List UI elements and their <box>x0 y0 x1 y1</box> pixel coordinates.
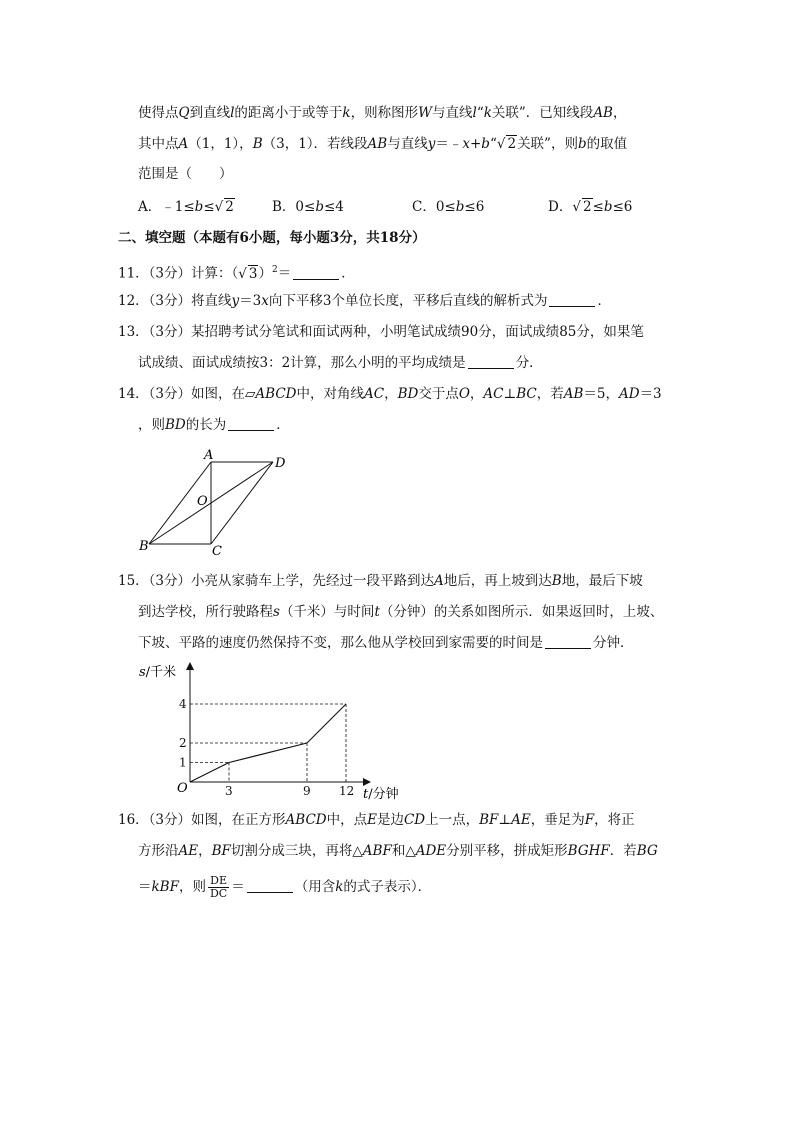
question-15-line-1 <box>118 572 643 590</box>
y-axis-label <box>139 664 176 680</box>
text: 切割分成三块，再将△ <box>230 843 363 859</box>
radicand: 2 <box>582 199 592 215</box>
text: 到直线 <box>189 105 231 121</box>
text: 试成绩、面试成绩按3：2计算，那么小明的平均成绩是 <box>138 355 466 371</box>
var: b <box>481 136 490 152</box>
answer-blank[interactable] <box>545 635 591 649</box>
var: Q <box>178 105 190 121</box>
fraction <box>208 875 229 900</box>
answer-blank[interactable] <box>247 879 293 893</box>
var: AE <box>511 812 531 828</box>
q10-option-d <box>548 198 632 216</box>
text: “ <box>476 105 484 121</box>
text: 的距离小于或等于 <box>234 105 343 121</box>
var: BF <box>211 843 231 859</box>
text: ， <box>384 386 398 402</box>
text: （1，1）， <box>188 136 253 152</box>
var: ABF <box>362 843 392 859</box>
var: l <box>230 105 235 121</box>
text: 关联”．已知线段 <box>491 105 594 121</box>
text: ＝ <box>231 879 245 895</box>
text: 与直线 <box>431 105 473 121</box>
text: 的长为 <box>185 417 227 433</box>
var: AB <box>367 136 388 152</box>
text: ，则 <box>178 879 206 895</box>
q10-line-1 <box>138 104 626 122</box>
y-var: s <box>139 665 146 680</box>
answer-blank[interactable] <box>549 293 595 307</box>
text: （3，1）．若线段 <box>262 136 368 152</box>
question-13-line-2 <box>138 354 543 372</box>
q10-line-2 <box>138 135 627 153</box>
var: b <box>455 199 465 215</box>
question-14-line-2 <box>138 416 290 434</box>
text: ＝3 <box>239 293 262 309</box>
var: F <box>584 812 595 828</box>
question-13-line-1: 13．（3分）某招聘考试分笔试和面试两种，小明笔试成绩90分，面试成绩85分，如果笔 <box>118 324 644 340</box>
text: ≤ <box>592 199 604 215</box>
text: 中，对角线 <box>296 386 364 402</box>
text: ≤6 <box>464 199 485 215</box>
text: 其中点 <box>138 136 179 152</box>
text: ＝﹣ <box>435 136 463 152</box>
text: 地，最后下坡 <box>561 573 643 589</box>
x-tick-12: 12 <box>339 784 355 798</box>
text: “ <box>489 136 497 152</box>
var: x <box>261 293 269 309</box>
parallelogram-figure <box>135 445 295 560</box>
text: ， <box>612 105 627 121</box>
var: y <box>427 136 436 152</box>
sqrt-expr: √ 2 <box>572 199 592 215</box>
x-tick-9: 9 <box>303 784 311 798</box>
var: y <box>231 293 240 309</box>
label-a: A <box>204 448 214 463</box>
label-d: D <box>275 456 286 471</box>
var: k <box>342 105 351 121</box>
var: ABCD <box>255 386 297 402</box>
var: B <box>551 573 562 589</box>
y-tick-2: 2 <box>179 736 187 750</box>
var: AD <box>618 386 640 402</box>
text: 关联”，则 <box>517 136 578 152</box>
text: ， <box>469 386 484 402</box>
text: ＝3 <box>639 386 662 402</box>
var: E <box>367 812 377 828</box>
text: ≤ <box>203 199 215 215</box>
text: （千米）与时间 <box>279 604 375 620</box>
x-axis-label <box>363 787 399 802</box>
text: 使得点 <box>138 105 179 121</box>
text: 11．（3分）计算：（ <box>118 265 239 282</box>
q10-line-3: 范围是（ ） <box>138 166 233 182</box>
text: （用含 <box>294 879 336 895</box>
var: A <box>178 136 189 152</box>
radicand: 2 <box>225 199 234 215</box>
answer-blank[interactable] <box>228 417 274 431</box>
q10-option-a <box>138 198 235 216</box>
var: BGHF <box>567 843 610 859</box>
var: x <box>462 136 470 152</box>
question-16-line-1 <box>118 811 635 829</box>
var: BG <box>636 843 658 859</box>
text: 的取值 <box>586 136 628 152</box>
text: ． <box>597 293 611 309</box>
text: ， <box>198 843 212 859</box>
text: 到达学校，所行驶路程 <box>138 604 273 620</box>
var: CD <box>403 812 426 828</box>
series-segment-3 <box>307 704 346 743</box>
var: s <box>273 604 280 620</box>
var: l <box>472 105 477 121</box>
var: AB <box>563 386 584 402</box>
var: O <box>458 386 470 402</box>
var: BD <box>397 386 419 402</box>
text: A．﹣1≤ <box>138 199 195 215</box>
answer-blank[interactable] <box>468 355 514 369</box>
y-tick-4: 4 <box>179 697 187 711</box>
var: B <box>252 136 263 152</box>
text: 15．（3分）小亮从家骑车上学，先经过一段平路到达 <box>118 573 435 589</box>
text: 12．（3分）将直线 <box>118 293 232 309</box>
text: 方形沿 <box>138 843 179 859</box>
x-var: t <box>363 787 369 802</box>
var: BC <box>516 386 537 402</box>
text: ，则 <box>138 417 165 433</box>
text: （分钟）的关系如图所示．如果返回时，上坡、 <box>379 604 664 620</box>
sqrt-expr: √ 2 <box>214 199 234 215</box>
y-unit: /千米 <box>145 665 177 680</box>
question-16-line-3 <box>138 873 431 901</box>
var: W <box>418 105 432 121</box>
text: ） <box>258 265 272 282</box>
text: ≤6 <box>612 199 633 215</box>
distance-time-chart <box>135 660 415 805</box>
question-15-line-2 <box>138 603 663 621</box>
text: ．若 <box>609 843 637 859</box>
numerator: DE <box>208 875 229 888</box>
var: b <box>194 199 204 215</box>
text: ，将正 <box>594 812 635 828</box>
var: k <box>335 879 344 895</box>
x-unit: /分钟 <box>368 787 399 802</box>
text: 分别平移，拼成矩形 <box>446 843 568 859</box>
text: 地后，再上坡到达 <box>443 573 552 589</box>
text: 向下平移3个单位长度，平移后直线的解析式为 <box>268 293 548 309</box>
question-16-line-2 <box>138 842 658 860</box>
origin-label: O <box>177 781 188 796</box>
var: kBF <box>151 879 179 895</box>
text: ＝5， <box>583 386 619 402</box>
question-11 <box>118 261 355 283</box>
radicand: 2 <box>507 136 517 152</box>
x-tick-3: 3 <box>225 784 233 798</box>
var: b <box>315 199 324 215</box>
text: 是边 <box>376 812 404 828</box>
var: k <box>483 105 492 121</box>
label-c: C <box>212 544 222 559</box>
sqrt-expr: √ 3 <box>238 265 258 282</box>
question-15-line-3 <box>138 634 634 652</box>
series-segment-1 <box>190 763 229 783</box>
text: ≤4 <box>323 199 344 215</box>
var: AB <box>593 105 613 121</box>
var: A <box>434 573 444 589</box>
text: 下坡、平路的速度仍然保持不变，那么他从学校回到家需要的时间是 <box>138 635 543 651</box>
y-tick-1: 1 <box>179 755 187 770</box>
x-axis-arrow <box>363 778 371 786</box>
text: B．0≤ <box>272 199 316 215</box>
text: 和△ <box>391 843 416 859</box>
sqrt-expr: √ 2 <box>496 136 517 152</box>
denominator: DC <box>209 887 228 900</box>
y-axis-arrow <box>186 662 194 670</box>
section-title: 二、填空题（本题有6小题，每小题3分，共18分） <box>118 230 426 246</box>
label-o: O <box>197 494 208 509</box>
text: C．0≤ <box>412 199 456 215</box>
var: BD <box>165 417 186 433</box>
series-segment-2 <box>229 743 307 763</box>
text: 上一点， <box>425 812 480 828</box>
text: ． <box>276 417 290 433</box>
exponent: 2 <box>271 265 278 275</box>
var: b <box>577 136 587 152</box>
var: AC <box>363 386 385 402</box>
text: 中，点 <box>326 812 368 828</box>
label-b: B <box>139 539 149 554</box>
text: 分． <box>515 355 543 371</box>
answer-blank[interactable] <box>293 266 339 280</box>
q10-option-c <box>412 198 484 216</box>
text: 的式子表示）． <box>343 879 432 895</box>
var: ADE <box>415 843 447 859</box>
text: D． <box>548 199 573 215</box>
text: ． <box>341 265 355 282</box>
text: + <box>469 136 482 152</box>
text: ＝ <box>138 879 152 895</box>
text: ，则称图形 <box>350 105 419 121</box>
side-cd <box>211 462 273 544</box>
text: ＝ <box>277 265 292 282</box>
q10-option-b <box>272 198 344 216</box>
text: ⊥ <box>498 812 512 828</box>
text: 交于点 <box>418 386 459 402</box>
text: ，若 <box>536 386 564 402</box>
text: 16．（3分）如图，在正方形 <box>118 812 286 828</box>
var: b <box>603 199 613 215</box>
text: 分钟． <box>593 635 634 651</box>
var: BF <box>479 812 499 828</box>
var: AE <box>178 843 199 859</box>
var: AC <box>483 386 504 402</box>
var: ABCD <box>285 812 327 828</box>
text: ，垂足为 <box>530 812 585 828</box>
text: 与直线 <box>387 136 428 152</box>
radicand: 3 <box>248 265 258 282</box>
question-14-line-1 <box>118 385 662 403</box>
question-12 <box>118 292 611 310</box>
var: t <box>374 604 380 620</box>
text: ⊥ <box>503 386 517 402</box>
text: 14．（3分）如图，在▱ <box>118 386 256 402</box>
